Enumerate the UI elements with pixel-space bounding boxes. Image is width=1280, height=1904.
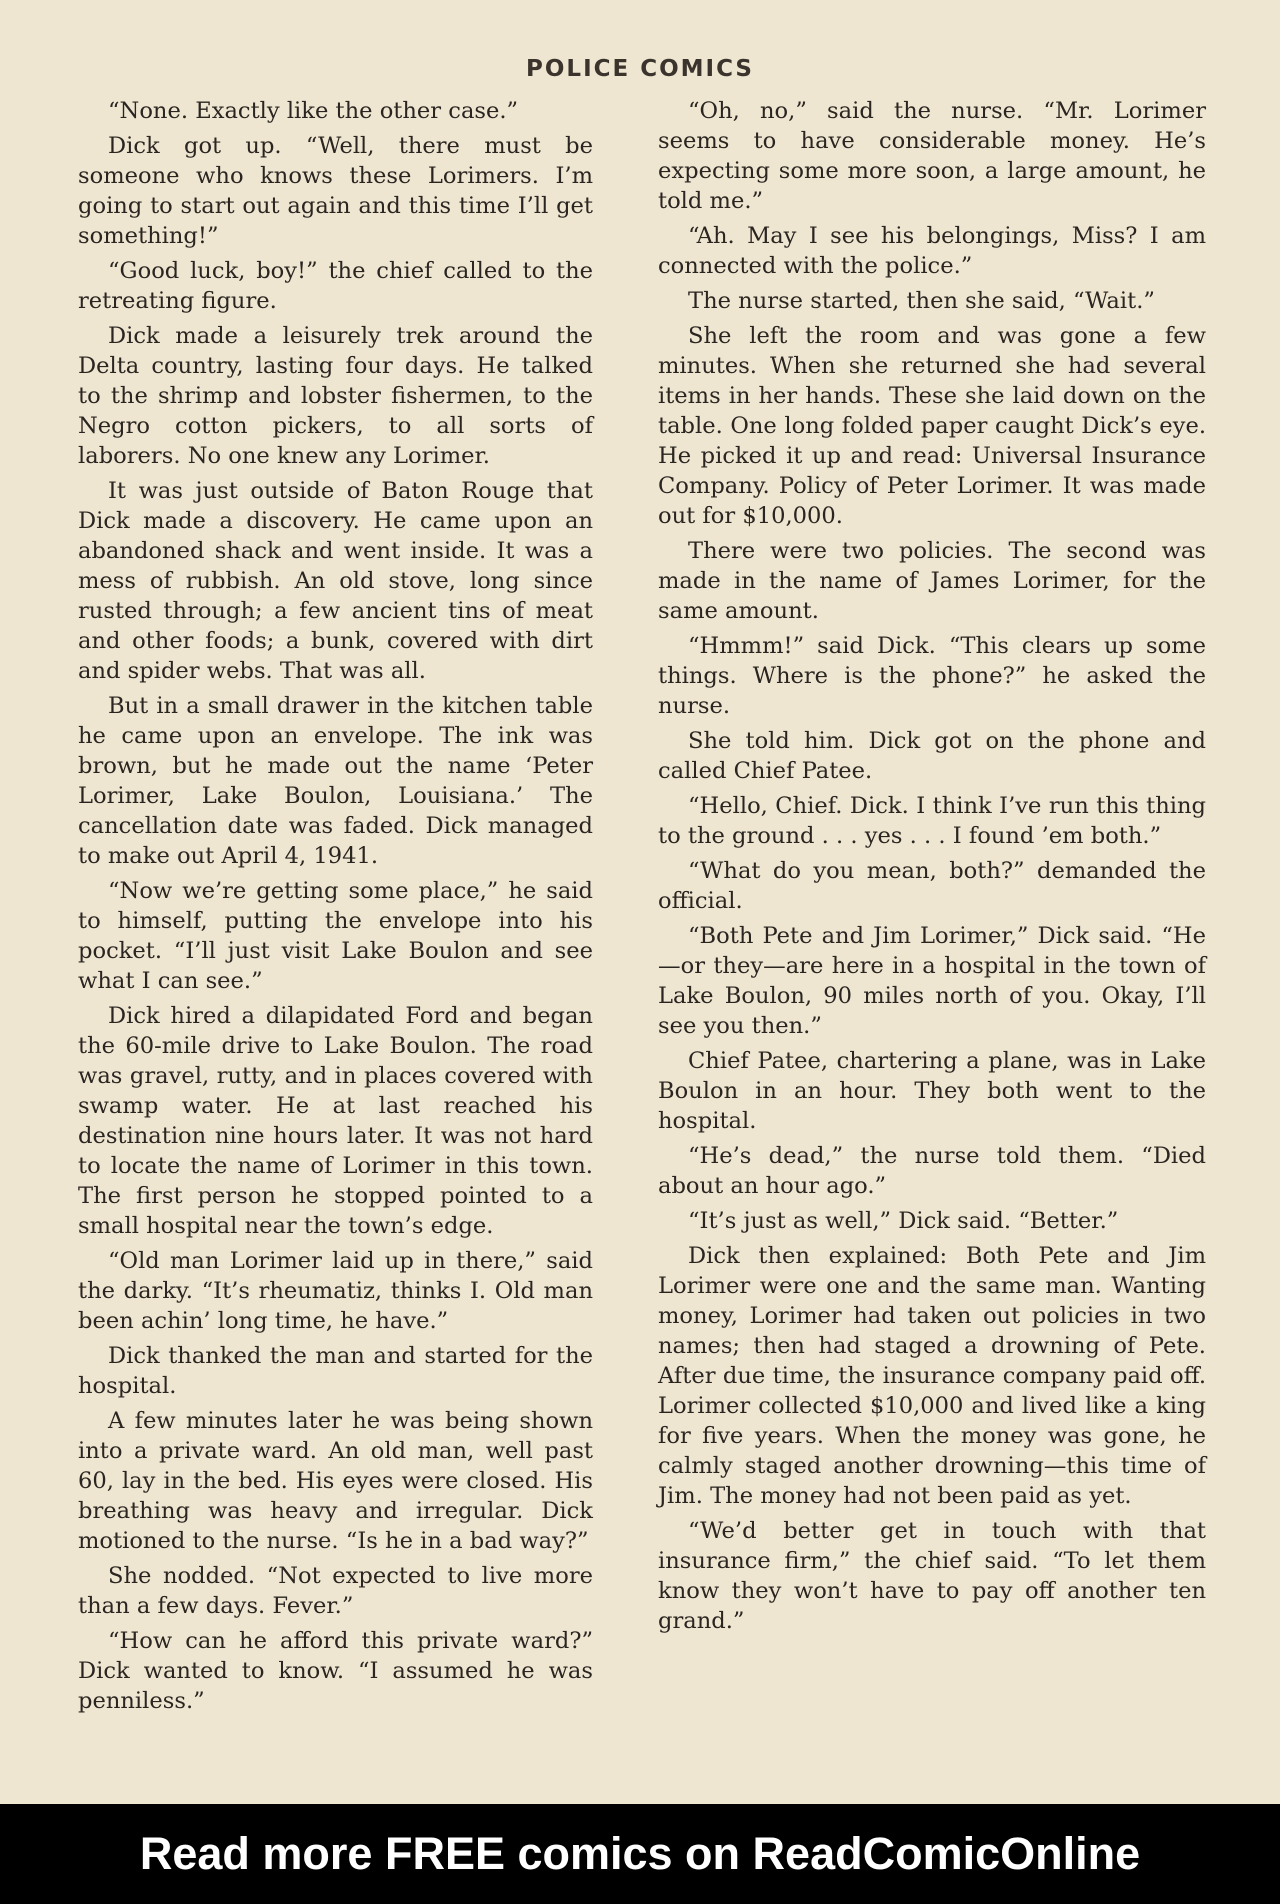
right-text-column xyxy=(658,96,1206,1641)
paragraph: Dick got up. “Well, there must be someone who knows these Lorimers. I’m going to start out again and this time I’ll get something!” xyxy=(78,133,593,249)
paragraph: “Good luck, boy!” the chief called to the retreating figure. xyxy=(78,258,593,314)
paragraph: She nodded. “Not expected to live more than a few days. Fever.” xyxy=(78,1563,593,1619)
paragraph: “Hmmm!” said Dick. “This clears up some things. Where is the phone?” he asked the nurse. xyxy=(658,633,1206,719)
paragraph: Chief Patee, chartering a plane, was in Lake Boulon in an hour. They both went to the hospital. xyxy=(658,1048,1206,1134)
paragraph: “Both Pete and Jim Lorimer,” Dick said. “He—or they—are here in a hospital in the town of Lake Boulon, 90 miles north of you. Okay, I’ll see you then.” xyxy=(658,923,1206,1039)
paragraph: She told him. Dick got on the phone and called Chief Patee. xyxy=(658,728,1206,784)
paragraph: “Now we’re getting some place,” he said to himself, putting the envelope into his pocket. “I’ll just visit Lake Boulon and see what I can see.” xyxy=(78,878,593,994)
paragraph: “Ah. May I see his belongings, Miss? I am connected with the police.” xyxy=(658,223,1206,279)
paragraph: Dick made a leisurely trek around the Delta country, lasting four days. He talked to the shrimp and lobster fishermen, to the Negro cotton pickers, to all sorts of laborers. No one knew any Lorimer. xyxy=(78,323,593,469)
paragraph: Dick then explained: Both Pete and Jim Lorimer were one and the same man. Wanting money, Lorimer had taken out policies in two names; then had staged a drowning of Pete. After due time, the insurance company paid off. Lorimer collected $10,000 and lived like a king for five years. When the money was gone, he calmly staged another drowning—this time of Jim. The money had not been paid as yet. xyxy=(658,1243,1206,1509)
paragraph: There were two policies. The second was made in the name of James Lorimer, for the same amount. xyxy=(658,538,1206,624)
paragraph: “Old man Lorimer laid up in there,” said the darky. “It’s rheumatiz, thinks I. Old man been achin’ long time, he have.” xyxy=(78,1248,593,1334)
paragraph: “He’s dead,” the nurse told them. “Died about an hour ago.” xyxy=(658,1143,1206,1199)
page-header: POLICE COMICS xyxy=(526,56,754,82)
paragraph: It was just outside of Baton Rouge that Dick made a discovery. He came upon an abandoned shack and went inside. It was a mess of rubbish. An old stove, long since rusted through; a few ancient tins of meat and other foods; a bunk, covered with dirt and spider webs. That was all. xyxy=(78,478,593,684)
paragraph: “What do you mean, both?” demanded the official. xyxy=(658,858,1206,914)
paragraph: “Oh, no,” said the nurse. “Mr. Lorimer seems to have considerable money. He’s expecting some more soon, a large amount, he told me.” xyxy=(658,98,1206,214)
paragraph: “Hello, Chief. Dick. I think I’ve run this thing to the ground . . . yes . . . I found ’em both.” xyxy=(658,793,1206,849)
paragraph: Dick hired a dilapidated Ford and began the 60-mile drive to Lake Boulon. The road was gravel, rutty, and in places covered with swamp water. He at last reached his destination nine hours later. It was not hard to locate the name of Lorimer in this town. The first person he stopped pointed to a small hospital near the town’s edge. xyxy=(78,1003,593,1239)
paragraph: “It’s just as well,” Dick said. “Better.” xyxy=(688,1208,1119,1234)
paragraph: “None. Exactly like the other case.” xyxy=(108,98,519,124)
paragraph: A few minutes later he was being shown into a private ward. An old man, well past 60, lay in the bed. His eyes were closed. His breathing was heavy and irregular. Dick motioned to the nurse. “Is he in a bad way?” xyxy=(78,1408,593,1554)
paragraph: “We’d better get in touch with that insurance firm,” the chief said. “To let them know they won’t have to pay off another ten grand.” xyxy=(658,1518,1206,1634)
promo-banner[interactable]: Read more FREE comics on ReadComicOnline xyxy=(0,1804,1280,1904)
paragraph: She left the room and was gone a few minutes. When she returned she had several items in her hands. These she laid down on the table. One long folded paper caught Dick’s eye. He picked it up and read: Universal Insurance Company. Policy of Peter Lorimer. It was made out for $10,000. xyxy=(658,323,1206,529)
paragraph: The nurse started, then she said, “Wait.” xyxy=(688,288,1155,314)
paragraph: Dick thanked the man and started for the hospital. xyxy=(78,1343,593,1399)
paragraph: But in a small drawer in the kitchen table he came upon an envelope. The ink was brown, but he made out the name ‘Peter Lorimer, Lake Boulon, Louisiana.’ The cancellation date was faded. Dick managed to make out April 4, 1941. xyxy=(78,693,593,869)
paragraph: “How can he afford this private ward?” Dick wanted to know. “I assumed he was penniless.” xyxy=(78,1628,593,1714)
left-text-column xyxy=(78,96,593,1721)
